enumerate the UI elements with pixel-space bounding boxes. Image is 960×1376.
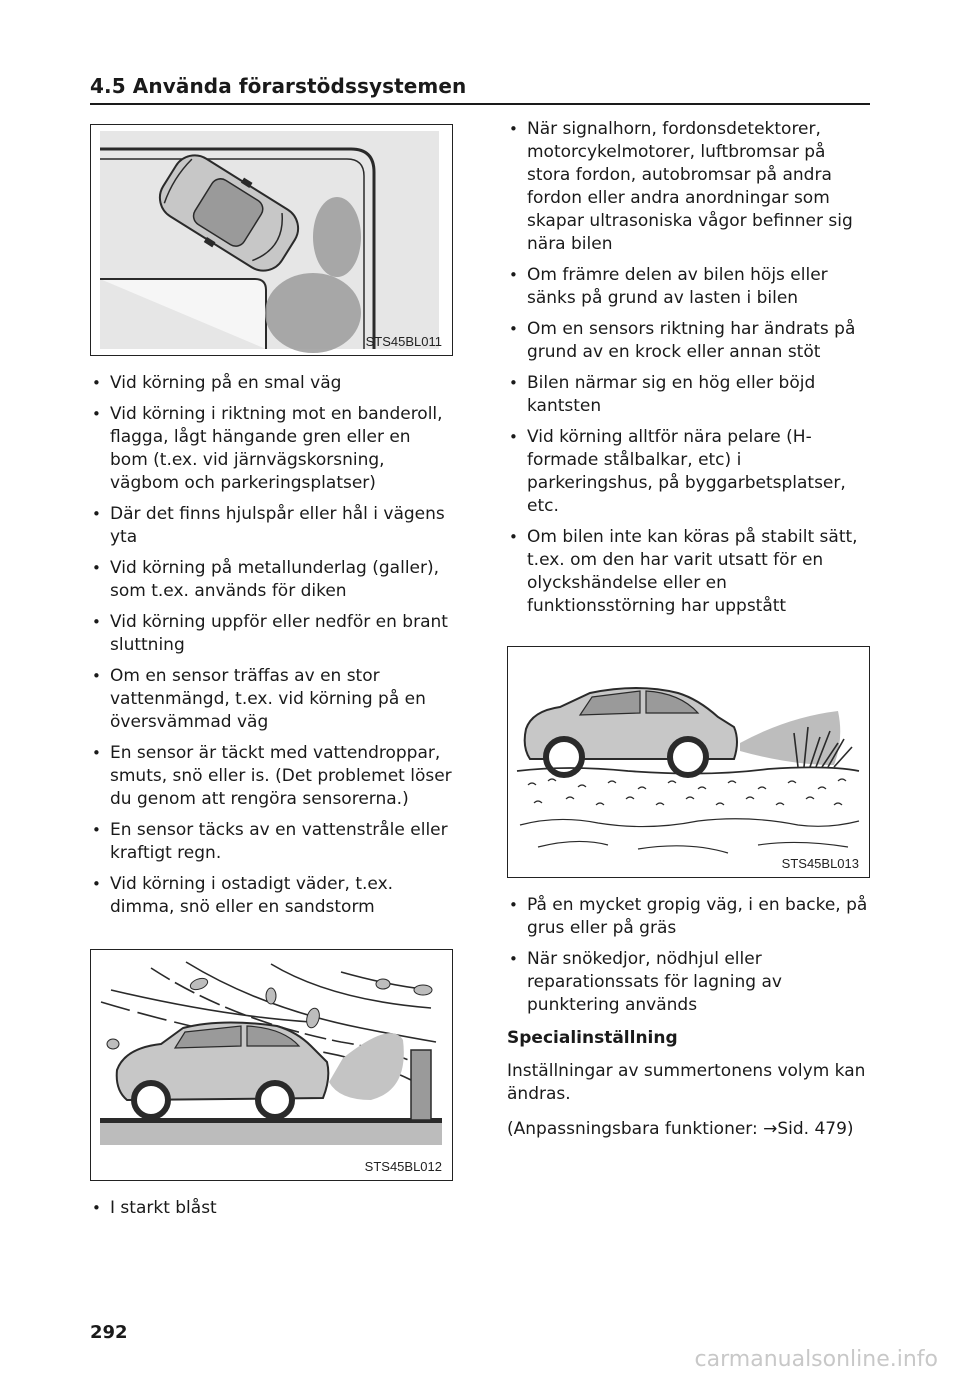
- right-column: [507, 118, 870, 1153]
- list-item: • En sensor täcks av en vattenstråle eller kraftigt regn.: [90, 819, 453, 865]
- left-bottom-bullet-list: [90, 1197, 453, 1220]
- list-item: • På en mycket gropig väg, i en backe, på grus eller på gräs: [507, 894, 870, 940]
- list-item: • Vid körning i riktning mot en banderoll, flagga, lågt hängande gren eller en bom (t.ex. vid järnvägskorsning, vägbom och parkeringsplatser): [90, 403, 453, 495]
- list-item: • Om en sensor träffas av en stor vattenmängd, t.ex. vid körning på en översvämmad väg: [90, 665, 453, 734]
- right-bottom-bullet-list: [507, 894, 870, 1017]
- section-header: 4.5 Använda förarstödssystemen: [90, 74, 467, 98]
- section-title: Specialinställning: [507, 1028, 678, 1048]
- paragraph: Inställningar av summertonens volym kan ändras.: [507, 1061, 866, 1104]
- header-divider: [90, 103, 870, 105]
- right-bullet-list: [507, 118, 870, 618]
- figure-code: STS45BL012: [364, 1159, 442, 1174]
- list-item: • En sensor är täckt med vattendroppar, smuts, snö eller is. (Det problemet löser du genom att rengöra sensorerna.): [90, 742, 453, 811]
- list-item: • Vid körning uppför eller nedför en brant sluttning: [90, 611, 453, 657]
- figure-rough-road: [507, 646, 870, 878]
- list-item: • Bilen närmar sig en hög eller böjd kantsten: [507, 372, 870, 418]
- list-item: • Vid körning i ostadigt väder, t.ex. dimma, snö eller en sandstorm: [90, 873, 453, 919]
- car-in-strong-wind-illustration: [91, 950, 451, 1179]
- car-on-rough-road-illustration: [508, 647, 868, 876]
- figure-parking-corner: [90, 124, 453, 356]
- list-item: • Vid körning alltför nära pelare (H-formade stålbalkar, etc) i parkeringshus, på byggarbetsplatser, etc.: [507, 426, 870, 518]
- page-number: 292: [90, 1322, 128, 1343]
- list-item: • När snökedjor, nödhjul eller reparationssats för lagning av punktering används: [507, 948, 870, 1017]
- figure-code: STS45BL011: [365, 334, 442, 349]
- left-bullet-list: [90, 372, 453, 919]
- watermark: carmanualsonline.info: [694, 1347, 938, 1372]
- figure-code: STS45BL013: [781, 856, 859, 871]
- list-item: • Vid körning på en smal väg: [90, 372, 453, 395]
- list-item: • Om en sensors riktning har ändrats på grund av en krock eller annan stöt: [507, 318, 870, 364]
- list-item: • Där det finns hjulspår eller hål i vägens yta: [90, 503, 453, 549]
- list-item: • Om främre delen av bilen höjs eller sänks på grund av lasten i bilen: [507, 264, 870, 310]
- list-item: • Vid körning på metallunderlag (galler), som t.ex. används för diken: [90, 557, 453, 603]
- left-column: [90, 124, 453, 1228]
- list-item: • När signalhorn, fordonsdetektorer, motorcykelmotorer, luftbromsar på stora fordon, autobromsar på andra fordon eller andra anordningar som skapar ultrasoniska vågor befinner sig nära bilen: [507, 118, 870, 256]
- car-parking-corner-illustration: [91, 125, 451, 354]
- list-item: • I starkt blåst: [90, 1197, 453, 1220]
- figure-strong-wind: [90, 949, 453, 1181]
- list-item: • Om bilen inte kan köras på stabilt sätt, t.ex. om den har varit utsatt för en olyckshändelse eller en funktionsstörning har uppstått: [507, 526, 870, 618]
- cross-reference: (Anpassningsbara funktioner: →Sid. 479): [507, 1119, 854, 1139]
